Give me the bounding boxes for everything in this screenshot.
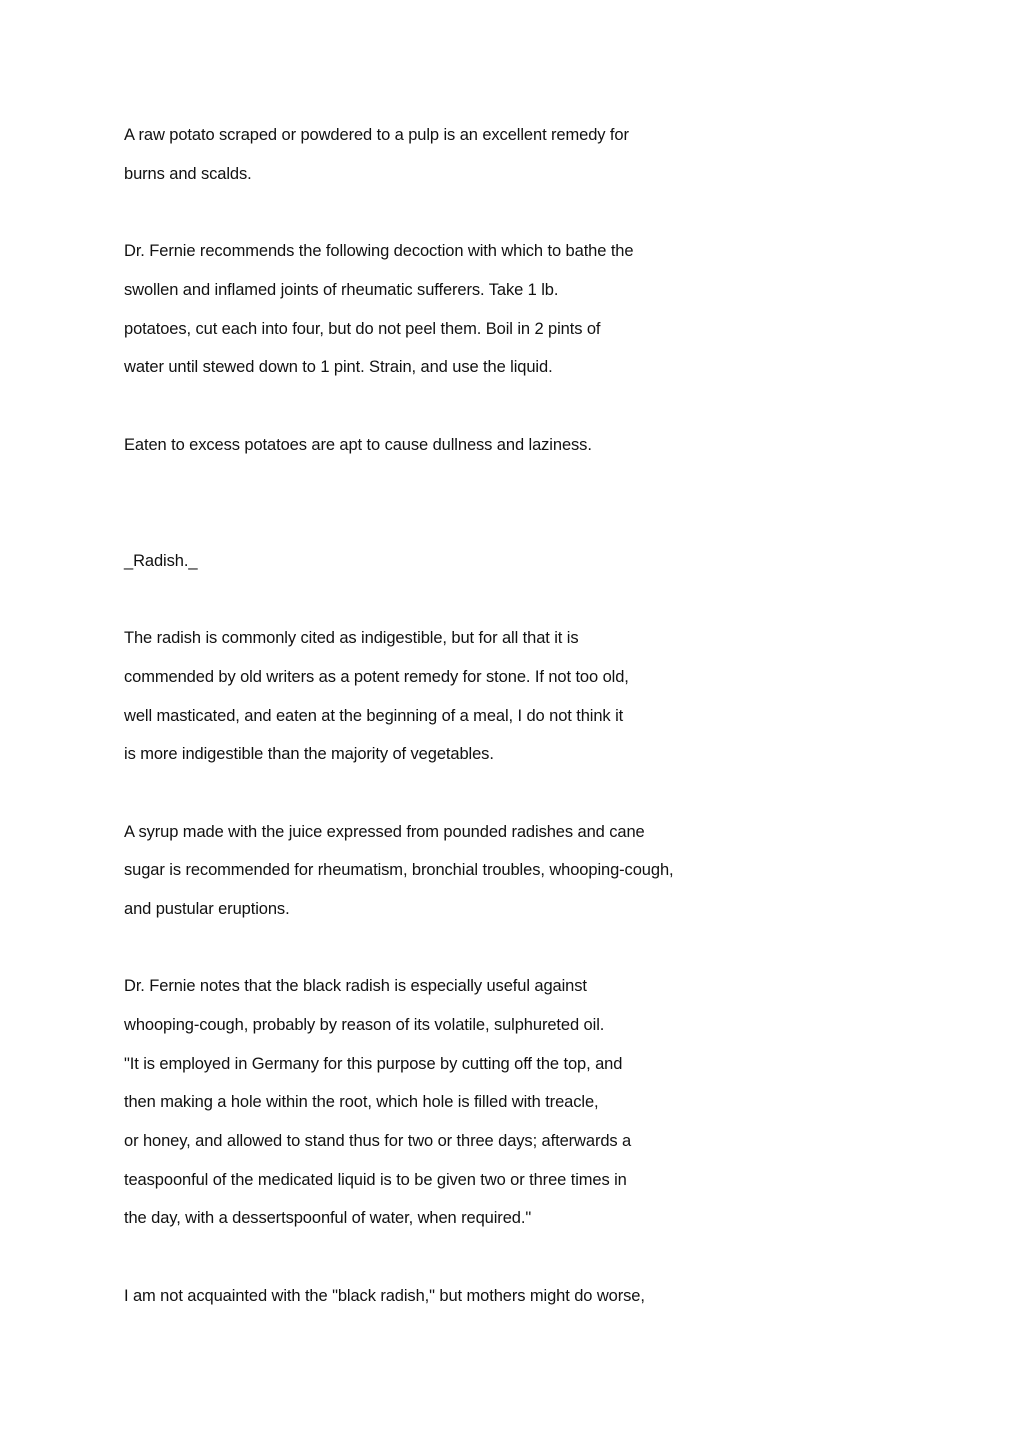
text-line: commended by old writers as a potent remedy for stone. If not too old, [124, 668, 629, 686]
text-line: water until stewed down to 1 pint. Strain, and use the liquid. [124, 358, 553, 376]
text-line: potatoes, cut each into four, but do not peel them. Boil in 2 pints of [124, 320, 601, 338]
text-line: swollen and inflamed joints of rheumatic sufferers. Take 1 lb. [124, 281, 559, 299]
text-line: and pustular eruptions. [124, 900, 290, 918]
text-line: the day, with a dessertspoonful of water, when required." [124, 1209, 532, 1227]
text-line: Eaten to excess potatoes are apt to cause dullness and laziness. [124, 436, 592, 454]
text-line: is more indigestible than the majority of vegetables. [124, 745, 494, 763]
text-line: sugar is recommended for rheumatism, bronchial troubles, whooping-cough, [124, 861, 674, 879]
section-heading: _Radish._ [124, 552, 198, 570]
text-line: "It is employed in Germany for this purpose by cutting off the top, and [124, 1055, 623, 1073]
text-line: or honey, and allowed to stand thus for two or three days; afterwards a [124, 1132, 632, 1150]
text-line: The radish is commonly cited as indigestible, but for all that it is [124, 629, 579, 647]
text-line: whooping-cough, probably by reason of its volatile, sulphureted oil. [124, 1016, 605, 1034]
text-line: Dr. Fernie notes that the black radish is especially useful against [124, 977, 587, 995]
text-line: A syrup made with the juice expressed from pounded radishes and cane [124, 823, 645, 841]
text-line: then making a hole within the root, which hole is filled with treacle, [124, 1093, 599, 1111]
text-line: well masticated, and eaten at the beginning of a meal, I do not think it [124, 707, 624, 725]
text-line: A raw potato scraped or powdered to a pulp is an excellent remedy for [124, 126, 629, 144]
text-line: Dr. Fernie recommends the following decoction with which to bathe the [124, 242, 634, 260]
text-line: teaspoonful of the medicated liquid is to be given two or three times in [124, 1171, 627, 1189]
text-line: I am not acquainted with the "black radish," but mothers might do worse, [124, 1287, 645, 1305]
text-line: burns and scalds. [124, 165, 252, 183]
